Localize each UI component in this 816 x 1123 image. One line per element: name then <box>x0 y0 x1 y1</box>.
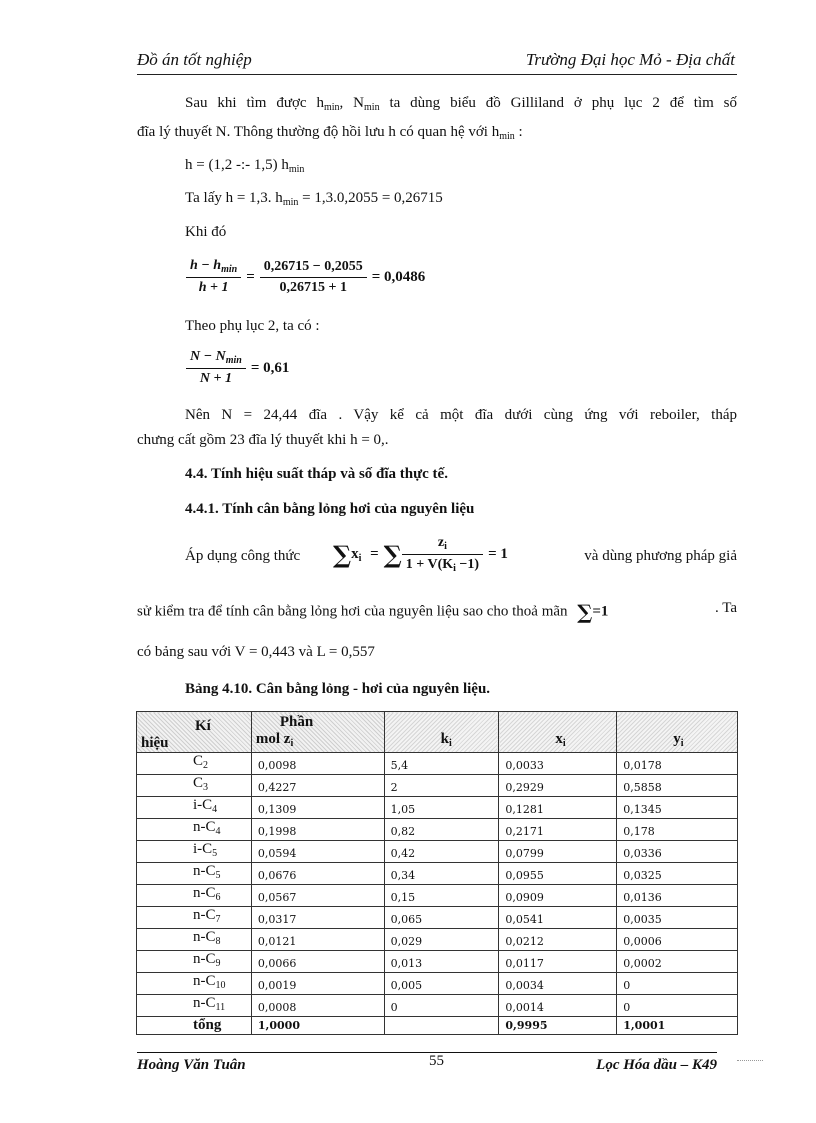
cell-y: 0 <box>617 973 738 995</box>
cell-x: 0,0212 <box>499 929 617 951</box>
page-footer <box>137 1052 717 1075</box>
fraction-numeric: $\frac{0,26715 - 0,2055}{0,26715 + 1}$ <box>260 259 367 296</box>
component-symbol: $i-C_5$ <box>137 841 252 863</box>
cell-x: 0,0541 <box>499 907 617 929</box>
cell-y: 0,5858 <box>617 775 738 797</box>
cell-y: 0,0035 <box>617 907 738 929</box>
cell-x: 0,0117 <box>499 951 617 973</box>
equation-h-range: h = (1,2 -:- 1,5) $h_{min}$ <box>185 157 305 175</box>
header-k: $k_i$ <box>384 712 499 753</box>
total-x: 0,9995 <box>499 1017 617 1035</box>
text-khi-do: Khi đó <box>185 224 227 240</box>
formula-fraction: $\frac{z_i}{1 + V(K_i -1)}$ <box>402 535 483 574</box>
header-ki-hieu: Kí hiệu <box>137 712 252 753</box>
table-row <box>137 753 738 775</box>
component-symbol: $i-C_4$ <box>137 797 252 819</box>
cell-z: 0,0066 <box>251 951 384 973</box>
component-symbol: $C_2$ <box>137 753 252 775</box>
paragraph-1-line-1: Sau khi tìm được $h_{min}$, $N_{min}$ ta dùng biểu đồ Gilliland ở phụ lục 2 để tìm số <box>185 95 738 113</box>
component-symbol: $n-C_{10}$ <box>137 973 252 995</box>
header-phan-mol: Phần mol $z_i$ <box>251 712 384 753</box>
heading-4-4: 4.4. Tính hiệu suất tháp và số đĩa thực tế. <box>185 466 448 482</box>
fraction-equation-1: $\frac{h - h_{min}}{h + 1}$ = $\frac{0,26715 - 0,2055}{0,26715 + 1}$ = 0,0486 <box>186 258 430 296</box>
table-row <box>137 841 738 863</box>
cell-z: 0,0019 <box>251 973 384 995</box>
component-symbol: $n-C_4$ <box>137 819 252 841</box>
header-x: $x_i$ <box>499 712 617 753</box>
footer-course: Lọc Hóa dầu – K49 <box>596 1057 717 1073</box>
cell-k: 0,34 <box>384 863 499 885</box>
footer-author: Hoàng Văn Tuân <box>137 1057 246 1073</box>
cell-y: 0,0336 <box>617 841 738 863</box>
table-header-row <box>137 712 738 753</box>
cell-y: 0,1345 <box>617 797 738 819</box>
header-right-title: Trường Đại học Mỏ - Địa chất <box>525 50 735 69</box>
component-symbol: $n-C_6$ <box>137 885 252 907</box>
table-row <box>137 885 738 907</box>
heading-4-4-1: 4.4.1. Tính cân bằng lỏng hơi của nguyên liệu <box>185 501 475 517</box>
cell-z: 0,0008 <box>251 995 384 1017</box>
equilibrium-table <box>136 711 738 1035</box>
cell-z: 0,0567 <box>251 885 384 907</box>
cell-y: 0,0178 <box>617 753 738 775</box>
component-symbol: $n-C_{11}$ <box>137 995 252 1017</box>
total-z: 1,0000 <box>251 1017 384 1035</box>
table-row <box>137 929 738 951</box>
cell-k: 1,05 <box>384 797 499 819</box>
cell-z: 0,0121 <box>251 929 384 951</box>
header-left-title: Đồ án tốt nghiệp <box>137 50 252 69</box>
cell-z: 0,4227 <box>251 775 384 797</box>
table-row <box>137 775 738 797</box>
total-y: 1,0001 <box>617 1017 738 1035</box>
paragraph-2-line-2: chưng cất gồm 23 đĩa lý thuyết khi h = 0,. <box>137 432 389 448</box>
sum-formula: $\sum x_i$ = ∑ $\frac{z_i}{1 + V(K_i -1)}$ = 1 <box>333 535 508 574</box>
header-y: $y_i$ <box>617 712 738 753</box>
cell-k: 2 <box>384 775 499 797</box>
table-row <box>137 819 738 841</box>
table-caption: Bảng 4.10. Cân bằng lỏng - hơi của nguyên liệu. <box>185 681 491 697</box>
cell-k: 0,005 <box>384 973 499 995</box>
cell-k: 0,065 <box>384 907 499 929</box>
cell-x: 0,0909 <box>499 885 617 907</box>
cell-k: 0,029 <box>384 929 499 951</box>
cell-k: 0,15 <box>384 885 499 907</box>
cell-x: 0,0799 <box>499 841 617 863</box>
table-row <box>137 907 738 929</box>
table-row <box>137 797 738 819</box>
cell-y: 0,0002 <box>617 951 738 973</box>
cell-z: 0,1309 <box>251 797 384 819</box>
page-header <box>137 50 737 75</box>
cell-k: 0 <box>384 995 499 1017</box>
fraction-h-hmin: $\frac{h - h_{min}}{h + 1}$ <box>186 258 241 296</box>
table-row <box>137 995 738 1017</box>
cell-k: 0,42 <box>384 841 499 863</box>
component-symbol: $n-C_9$ <box>137 951 252 973</box>
text-theo-phu-luc: Theo phụ lục 2, ta có : <box>185 318 320 334</box>
paragraph-3-line-2: sử kiểm tra để tính cân bằng lỏng hơi của nguyên liệu sao cho thoả mãn ∑=1 . Ta <box>137 600 737 624</box>
cell-k: 0,82 <box>384 819 499 841</box>
cell-x: 0,1281 <box>499 797 617 819</box>
cell-y: 0,0136 <box>617 885 738 907</box>
cell-z: 0,0594 <box>251 841 384 863</box>
footer-rule-shadow <box>737 1060 763 1062</box>
cell-y: 0,178 <box>617 819 738 841</box>
table-body <box>137 753 738 1017</box>
cell-k: 5,4 <box>384 753 499 775</box>
total-k <box>384 1017 499 1035</box>
paragraph-1-line-2: đĩa lý thuyết N. Thông thường độ hồi lưu h có quan hệ với $h_{min}$ : <box>137 124 523 142</box>
cell-z: 0,0098 <box>251 753 384 775</box>
cell-x: 0,0955 <box>499 863 617 885</box>
component-symbol: $n-C_5$ <box>137 863 252 885</box>
fraction-equation-2 <box>186 349 294 387</box>
table-row <box>137 973 738 995</box>
paragraph-3-line-3: có bảng sau với V = 0,443 và L = 0,557 <box>137 644 375 660</box>
table-row <box>137 951 738 973</box>
cell-z: 0,0317 <box>251 907 384 929</box>
cell-k: 0,013 <box>384 951 499 973</box>
equation-h-value: Ta lấy h = 1,3. $h_{min} = 1,3.0,2055 = 0,26715$ <box>185 190 443 208</box>
cell-x: 0,2929 <box>499 775 617 797</box>
table-row <box>137 863 738 885</box>
cell-z: 0,0676 <box>251 863 384 885</box>
fraction-n-nmin: $\frac{N - N_{min}}{N + 1}$ <box>186 349 246 387</box>
page-number: 55 <box>429 1053 444 1069</box>
component-symbol: $n-C_7$ <box>137 907 252 929</box>
paragraph-3-line-1: Áp dụng công thức $\sum x_i$ = ∑ $\frac{z_i}{1 + V(K_i -1)}$ = 1 và dùng phương pháp giả <box>185 535 737 574</box>
component-symbol: $C_3$ <box>137 775 252 797</box>
cell-x: 0,0034 <box>499 973 617 995</box>
paragraph-2-line-1: Nên N = 24,44 đĩa . Vậy kể cả một đĩa dưới cùng ứng với reboiler, tháp <box>185 407 737 423</box>
cell-x: 0,0033 <box>499 753 617 775</box>
fraction-result: = 0,0486 <box>371 268 426 285</box>
cell-y: 0,0006 <box>617 929 738 951</box>
cell-y: 0 <box>617 995 738 1017</box>
cell-x: 0,2171 <box>499 819 617 841</box>
cell-x: 0,0014 <box>499 995 617 1017</box>
cell-z: 0,1998 <box>251 819 384 841</box>
cell-y: 0,0325 <box>617 863 738 885</box>
table-total-row <box>137 1017 738 1035</box>
total-label: tổng <box>137 1017 252 1035</box>
component-symbol: $n-C_8$ <box>137 929 252 951</box>
fraction-2-result: = 0,61 <box>250 359 290 376</box>
